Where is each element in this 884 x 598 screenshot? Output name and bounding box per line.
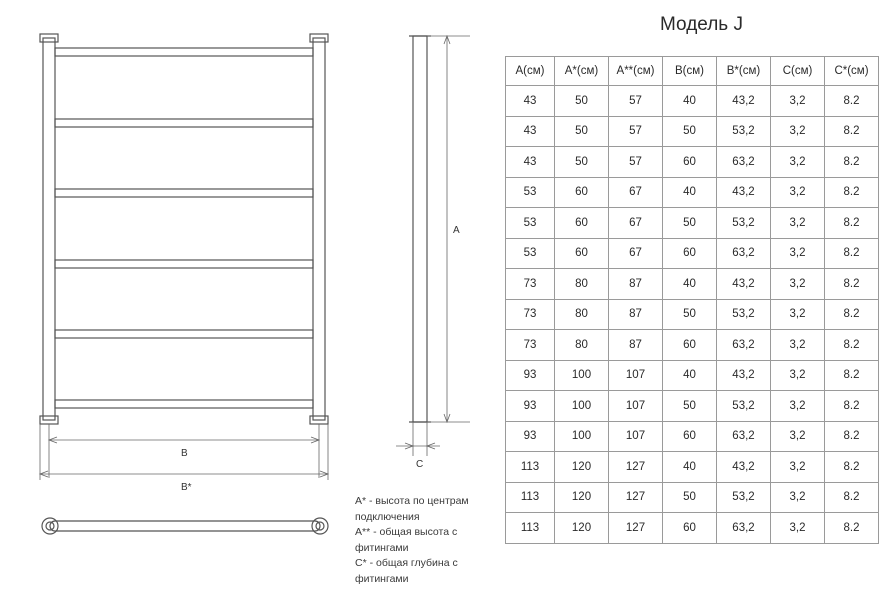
- table-cell: 40: [663, 269, 717, 300]
- table-cell: 8.2: [825, 360, 879, 391]
- table-cell: 120: [555, 482, 609, 513]
- table-cell: 8.2: [825, 116, 879, 147]
- side-view: [409, 36, 431, 422]
- table-cell: 60: [663, 513, 717, 544]
- table-row: [506, 452, 879, 483]
- header-cell: A(см): [506, 57, 555, 86]
- dimension-b-star-label: B*: [181, 482, 192, 493]
- header-cell: A*(см): [555, 57, 609, 86]
- table-cell: 53,2: [717, 482, 771, 513]
- table-cell: 53,2: [717, 299, 771, 330]
- table-cell: 60: [555, 208, 609, 239]
- table-cell: 100: [555, 360, 609, 391]
- table-cell: 3,2: [771, 391, 825, 422]
- header-cell: B(см): [663, 57, 717, 86]
- table-cell: 43: [506, 86, 555, 117]
- table-cell: 107: [609, 391, 663, 422]
- dimension-c-label: C: [416, 459, 424, 470]
- table-cell: 8.2: [825, 330, 879, 361]
- table-row: [506, 269, 879, 300]
- table-cell: 8.2: [825, 391, 879, 422]
- table-cell: 107: [609, 360, 663, 391]
- table-row: [506, 147, 879, 178]
- table-cell: 53: [506, 208, 555, 239]
- table-cell: 8.2: [825, 147, 879, 178]
- table-cell: 53,2: [717, 391, 771, 422]
- table-cell: 113: [506, 482, 555, 513]
- table-row: [506, 299, 879, 330]
- table-cell: 50: [663, 482, 717, 513]
- table-cell: 73: [506, 269, 555, 300]
- table-cell: 63,2: [717, 238, 771, 269]
- table-cell: 3,2: [771, 299, 825, 330]
- table-row: [506, 86, 879, 117]
- table-cell: 87: [609, 299, 663, 330]
- header-row: [506, 57, 879, 86]
- table-cell: 63,2: [717, 513, 771, 544]
- table-cell: 53,2: [717, 116, 771, 147]
- rung-3: [55, 189, 313, 197]
- table-cell: 60: [663, 238, 717, 269]
- header-cell: C(см): [771, 57, 825, 86]
- table-row: [506, 330, 879, 361]
- right-upright: [313, 38, 325, 420]
- table-cell: 80: [555, 330, 609, 361]
- front-view: [40, 34, 328, 424]
- table-cell: 50: [555, 147, 609, 178]
- note-line: C* - общая глубина с: [355, 557, 458, 569]
- table-row: [506, 238, 879, 269]
- table-cell: 8.2: [825, 482, 879, 513]
- table-cell: 43,2: [717, 269, 771, 300]
- left-upright: [43, 38, 55, 420]
- table-cell: 67: [609, 238, 663, 269]
- table-cell: 8.2: [825, 269, 879, 300]
- table-cell: 3,2: [771, 116, 825, 147]
- table-cell: 50: [663, 208, 717, 239]
- table-cell: 8.2: [825, 86, 879, 117]
- table-cell: 50: [663, 116, 717, 147]
- table-cell: 8.2: [825, 177, 879, 208]
- note-line: A* - высота по центрам: [355, 495, 469, 507]
- table-cell: 43,2: [717, 177, 771, 208]
- table-cell: 127: [609, 482, 663, 513]
- dimension-b-label: B: [181, 448, 188, 459]
- rung-2: [55, 119, 313, 127]
- table-cell: 50: [555, 86, 609, 117]
- note-line: фитингами: [355, 572, 409, 585]
- spec-table: [505, 56, 879, 544]
- table-cell: 43,2: [717, 86, 771, 117]
- table-cell: 87: [609, 330, 663, 361]
- header-cell: C*(см): [825, 57, 879, 86]
- table-cell: 57: [609, 147, 663, 178]
- table-cell: 8.2: [825, 452, 879, 483]
- table-cell: 3,2: [771, 421, 825, 452]
- table-cell: 8.2: [825, 513, 879, 544]
- table-cell: 3,2: [771, 238, 825, 269]
- table-cell: 63,2: [717, 147, 771, 178]
- table-row: [506, 208, 879, 239]
- table-cell: 43,2: [717, 360, 771, 391]
- table-cell: 63,2: [717, 330, 771, 361]
- table-cell: 3,2: [771, 360, 825, 391]
- table-cell: 50: [555, 116, 609, 147]
- notes: [355, 494, 515, 587]
- table-row: [506, 513, 879, 544]
- dimension-a-label: A: [453, 225, 460, 236]
- table-cell: 63,2: [717, 421, 771, 452]
- table-cell: 3,2: [771, 330, 825, 361]
- table-cell: 40: [663, 452, 717, 483]
- table-cell: 120: [555, 452, 609, 483]
- table-cell: 3,2: [771, 452, 825, 483]
- table-cell: 80: [555, 299, 609, 330]
- table-cell: 87: [609, 269, 663, 300]
- table-cell: 43: [506, 116, 555, 147]
- table-cell: 113: [506, 452, 555, 483]
- table-cell: 50: [663, 391, 717, 422]
- rung-1: [55, 48, 313, 56]
- header-cell: A**(см): [609, 57, 663, 86]
- table-cell: 80: [555, 269, 609, 300]
- table-cell: 57: [609, 86, 663, 117]
- table-cell: 3,2: [771, 269, 825, 300]
- note-line: фитингами: [355, 541, 409, 554]
- header-cell: B*(см): [717, 57, 771, 86]
- table-cell: 8.2: [825, 421, 879, 452]
- table-cell: 50: [663, 299, 717, 330]
- note-line: подключения: [355, 510, 420, 523]
- table-cell: 93: [506, 421, 555, 452]
- table-cell: 120: [555, 513, 609, 544]
- note-line: A** - общая высота с: [355, 526, 458, 538]
- table-cell: 100: [555, 421, 609, 452]
- table-cell: 3,2: [771, 177, 825, 208]
- rung-5: [55, 330, 313, 338]
- table-cell: 3,2: [771, 482, 825, 513]
- table-row: [506, 421, 879, 452]
- table-cell: 107: [609, 421, 663, 452]
- rung-6: [55, 400, 313, 408]
- table-cell: 60: [663, 421, 717, 452]
- rung-4: [55, 260, 313, 268]
- table-cell: 93: [506, 391, 555, 422]
- table-cell: 127: [609, 513, 663, 544]
- table-row: [506, 177, 879, 208]
- top-view-bar: [50, 521, 320, 531]
- table-row: [506, 482, 879, 513]
- table-cell: 40: [663, 177, 717, 208]
- table-row: [506, 360, 879, 391]
- table-cell: 53: [506, 177, 555, 208]
- table-cell: 73: [506, 299, 555, 330]
- table-cell: 3,2: [771, 86, 825, 117]
- table-cell: 60: [555, 177, 609, 208]
- table-cell: 40: [663, 86, 717, 117]
- height-dimension: [396, 36, 470, 456]
- table-cell: 43: [506, 147, 555, 178]
- table-cell: 57: [609, 116, 663, 147]
- top-view: [42, 518, 328, 534]
- table-cell: 3,2: [771, 513, 825, 544]
- table-cell: 127: [609, 452, 663, 483]
- table-cell: 113: [506, 513, 555, 544]
- table-cell: 8.2: [825, 208, 879, 239]
- table-cell: 3,2: [771, 208, 825, 239]
- table-cell: 67: [609, 177, 663, 208]
- table-cell: 8.2: [825, 299, 879, 330]
- table-cell: 8.2: [825, 238, 879, 269]
- table-cell: 100: [555, 391, 609, 422]
- table-cell: 43,2: [717, 452, 771, 483]
- table-cell: 73: [506, 330, 555, 361]
- table-cell: 40: [663, 360, 717, 391]
- model-title: Модель J: [660, 14, 743, 35]
- table-cell: 60: [663, 147, 717, 178]
- table-cell: 53: [506, 238, 555, 269]
- table-row: [506, 116, 879, 147]
- table-cell: 53,2: [717, 208, 771, 239]
- table-cell: 67: [609, 208, 663, 239]
- table-cell: 60: [663, 330, 717, 361]
- table-cell: 93: [506, 360, 555, 391]
- table-row: [506, 391, 879, 422]
- table-cell: 60: [555, 238, 609, 269]
- side-upright: [413, 36, 427, 422]
- table-cell: 3,2: [771, 147, 825, 178]
